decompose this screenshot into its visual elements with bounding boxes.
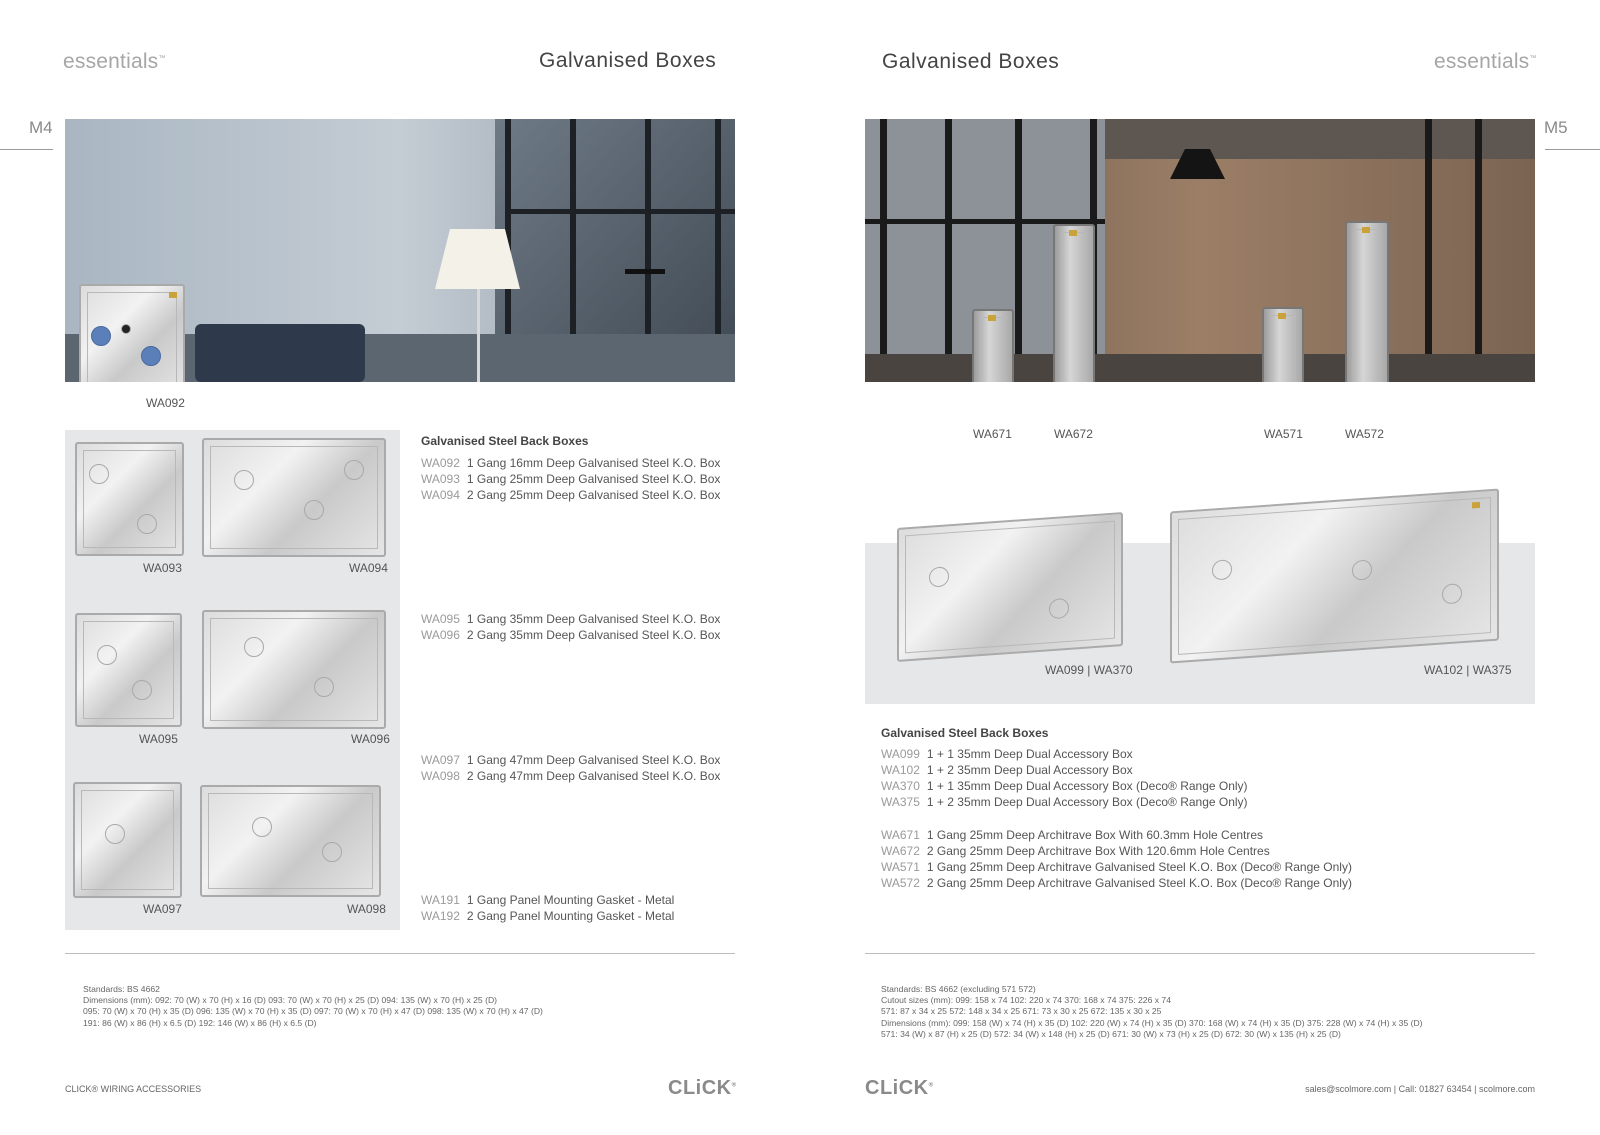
product-wa671-image <box>972 309 1014 382</box>
product-wa102-image <box>1170 488 1499 663</box>
thumb-caption-wa096: WA096 <box>351 732 390 746</box>
thumb-caption-wa093: WA093 <box>143 561 182 575</box>
product-wa097-image <box>73 782 182 898</box>
thumb-caption-wa094: WA094 <box>349 561 388 575</box>
list-item: WA192 2 Gang Panel Mounting Gasket - Metal <box>421 909 675 923</box>
click-logo-right: CLiCK® <box>865 1077 934 1099</box>
product-wa099-image <box>897 512 1123 662</box>
footer-contact-right: sales@scolmore.com | Call: 01827 63454 | scolmore.com <box>1305 1084 1535 1094</box>
list-item: WA096 2 Gang 35mm Deep Galvanised Steel K.O. Box <box>421 628 721 642</box>
hero-caption-wa572: WA572 <box>1345 427 1384 441</box>
list-item: WA571 1 Gang 25mm Deep Architrave Galvanised Steel K.O. Box (Deco® Range Only) <box>881 860 1352 874</box>
product-wa672-image <box>1053 224 1095 382</box>
product-wa093-image <box>75 442 184 556</box>
product-wa096-image <box>202 610 386 729</box>
list-item: WA098 2 Gang 47mm Deep Galvanised Steel K.O. Box <box>421 769 721 783</box>
product-wa572-image <box>1345 221 1389 382</box>
page-title-left: Galvanised Boxes <box>539 49 717 72</box>
list-item: WA097 1 Gang 47mm Deep Galvanised Steel K.O. Box <box>421 753 721 767</box>
section-heading-right: Galvanised Steel Back Boxes <box>881 726 1049 740</box>
section-heading-left: Galvanised Steel Back Boxes <box>421 434 589 448</box>
list-item: WA093 1 Gang 25mm Deep Galvanised Steel K.O. Box <box>421 472 721 486</box>
list-item: WA572 2 Gang 25mm Deep Architrave Galvanised Steel K.O. Box (Deco® Range Only) <box>881 876 1352 890</box>
hero-caption-wa672: WA672 <box>1054 427 1093 441</box>
panel-caption-wa102-wa375: WA102 | WA375 <box>1424 663 1512 677</box>
spec-block-right: Standards: BS 4662 (excluding 571 572) Cutout sizes (mm): 099: 158 x 74 102: 220 x 74 370: 168 x 74 375: 226 x 74 571: 87 x 34 x 25 572: 148 x 34 x 25 671: 73 x 30 x 25 672: 135 x 30 x 25 Dimensions (mm): 099: 158 (W) x 74 (H) x 35 (D) 102: 220 (W) x 74 (H) x 35 (D) 370: 168 (W) x 74 (H) x 35 (D) 375: 228 (W) x 74 (H) x 35 (D) 571: 34 (W) x 87 (H) x 25 (D) 572: 34 (W) x 148 (H) x 25 (D) 671: 30 (W) x 73 (H) x 25 (D) 672: 30 (W) x 135 (H) x 25 (D) <box>881 984 1423 1039</box>
list-item: WA095 1 Gang 35mm Deep Galvanised Steel K.O. Box <box>421 612 721 626</box>
lobby-interior-illustration <box>865 119 1535 382</box>
panel-caption-wa099-wa370: WA099 | WA370 <box>1045 663 1133 677</box>
list-item: WA370 1 + 1 35mm Deep Dual Accessory Box (Deco® Range Only) <box>881 779 1248 793</box>
list-item: WA671 1 Gang 25mm Deep Architrave Box With 60.3mm Hole Centres <box>881 828 1264 842</box>
hero-caption-wa671: WA671 <box>973 427 1012 441</box>
page-title-right: Galvanised Boxes <box>882 50 1060 73</box>
product-wa095-image <box>75 613 182 727</box>
product-list-group-1 <box>421 455 720 503</box>
thumb-caption-wa097: WA097 <box>143 902 182 916</box>
product-thumbnail-panel <box>65 430 400 930</box>
hero-caption-wa092: WA092 <box>146 396 185 410</box>
spec-block-left: Standards: BS 4662 Dimensions (mm): 092: 70 (W) x 70 (H) x 16 (D) 093: 70 (W) x 70 (H) x 25 (D) 094: 135 (W) x 70 (H) x 25 (D) 095: 70 (W) x 70 (H) x 35 (D) 096: 135 (W) x 70 (H) x 35 (D) 097: 70 (W) x 70 (H) x 47 (D) 098: 135 (W) x 70 (H) x 47 (D) 191: 86 (W) x 86 (H) x 6.5 (D) 192: 146 (W) x 86 (H) x 6.5 (D) <box>83 984 543 1028</box>
product-wa098-image <box>200 785 381 897</box>
product-list-group-5 <box>881 746 1248 810</box>
page-number-right: M5 <box>1544 118 1568 137</box>
product-wa092-image <box>79 284 185 382</box>
page-number-left: M4 <box>29 118 53 137</box>
list-item: WA375 1 + 2 35mm Deep Dual Accessory Box (Deco® Range Only) <box>881 795 1248 809</box>
list-item: WA191 1 Gang Panel Mounting Gasket - Metal <box>421 893 675 907</box>
click-logo-left: CLiCK® <box>668 1077 737 1099</box>
divider-right <box>865 953 1535 954</box>
footer-text-left: CLICK® WIRING ACCESSORIES <box>65 1084 202 1094</box>
list-item: WA102 1 + 2 35mm Deep Dual Accessory Box <box>881 763 1133 777</box>
page-number-rule-right <box>1545 149 1600 150</box>
list-item: WA094 2 Gang 25mm Deep Galvanised Steel K.O. Box <box>421 488 721 502</box>
hero-photo-right <box>865 119 1535 382</box>
list-item: WA672 2 Gang 25mm Deep Architrave Box With 120.6mm Hole Centres <box>881 844 1270 858</box>
hero-caption-wa571: WA571 <box>1264 427 1303 441</box>
thumb-caption-wa098: WA098 <box>347 902 386 916</box>
product-list-group-2 <box>421 611 720 643</box>
product-wa094-image <box>202 438 386 557</box>
product-list-group-3 <box>421 752 720 784</box>
brand-essentials-right: essentials™ <box>1434 50 1537 73</box>
page-number-rule-left <box>0 149 53 150</box>
product-wa571-image <box>1262 307 1304 382</box>
hero-photo-left <box>65 119 735 382</box>
product-list-group-6 <box>881 827 1352 891</box>
list-item: WA092 1 Gang 16mm Deep Galvanised Steel K.O. Box <box>421 456 721 470</box>
list-item: WA099 1 + 1 35mm Deep Dual Accessory Box <box>881 747 1133 761</box>
product-list-group-4 <box>421 892 674 924</box>
divider-left <box>65 953 735 954</box>
brand-essentials-left: essentials™ <box>63 50 166 73</box>
thumb-caption-wa095: WA095 <box>139 732 178 746</box>
